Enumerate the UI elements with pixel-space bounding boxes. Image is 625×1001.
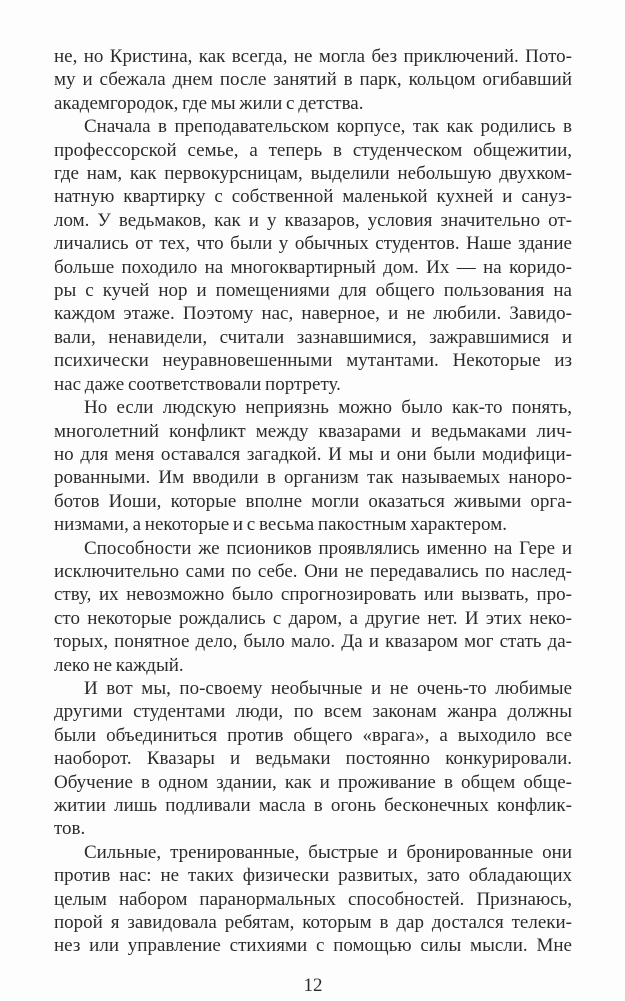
text-line: порой я завидовала ребятам, которым в дар достался телеки-: [54, 912, 572, 934]
text-line: не, но Кристина, как всегда, не могла без приключений. Пото-: [54, 46, 572, 67]
text-line: Но если людскую неприязнь можно было как-то понять,: [84, 397, 572, 419]
text-line: личались от тех, что были у обычных студентов. Наше здание: [54, 233, 572, 255]
text-line: му и сбежала днем после занятий в парк, кольцом огибавший: [54, 69, 572, 91]
text-line: Способности же псиоников проявлялись именно на Гере и: [84, 537, 572, 559]
text-line: другими студентами люди, по всем законам жанра должны: [54, 701, 572, 723]
text-line: профессорской семье, а теперь в студенческом общежитии,: [54, 139, 572, 161]
text-line: лом. У ведьмаков, как и у квазаров, условия значительно от-: [54, 209, 572, 231]
text-line: ботов Иоши, которые вполне могли оказаться живыми орга-: [54, 490, 572, 512]
text-line: нас даже соответствовали портрету.: [54, 373, 341, 395]
paragraph: [54, 841, 572, 958]
text-line: больше походило на многоквартирный дом. Их — на коридо-: [54, 256, 572, 278]
text-line: Обучение в одном здании, как и проживание в общем обще-: [54, 771, 572, 793]
text-line: многолетний конфликт между квазарами и ведьмаками лич-: [54, 420, 572, 442]
text-line: целым набором паранормальных способностей. Признаюсь,: [54, 888, 572, 910]
text-line: были объединиться против общего «врага», а выходило все: [54, 724, 572, 746]
text-line: сто некоторые рождались с даром, а другие нет. И этих неко-: [54, 607, 572, 629]
text-line: ству, их невозможно было спрогнозировать или вызвать, про-: [54, 584, 572, 606]
text-line: исключительно сами по себе. Они не передавались по наслед-: [54, 560, 572, 582]
text-line: И вот мы, по-своему необычные и не очень-то любимые: [84, 677, 572, 699]
text-line: житии лишь подливали масла в огонь бесконечных конфлик-: [54, 795, 572, 816]
text-line: каждом этаже. Поэтому нас, наверное, и не любили. Завидо-: [54, 303, 572, 325]
text-line: нез или управление стихиями с помощью силы мысли. Мне: [54, 935, 572, 957]
text-line: тов.: [54, 818, 86, 840]
paragraph: [54, 396, 572, 536]
text-line: вали, ненавидели, считали зазнавшимися, зажравшимися и: [54, 326, 572, 348]
text-line: психически неуравновешенными мутантами. Некоторые из: [54, 350, 572, 372]
text-line: торых, понятное дело, было мало. Да и квазаром мог стать да-: [54, 631, 572, 653]
text-line: леко не каждый.: [54, 654, 184, 676]
page-body: [54, 45, 572, 958]
text-line: наоборот. Квазары и ведьмаки постоянно конкурировали.: [54, 748, 572, 770]
text-line: академгородок, где мы жили с детства.: [54, 92, 364, 114]
text-line: рованными. Им вводили в организм так называемых наноро-: [54, 467, 572, 489]
text-line: ры с кучей нор и помещениями для общего пользования на: [54, 280, 572, 302]
text-line: против нас: не таких физически развитых, зато обладающих: [54, 865, 572, 887]
page-number: 12: [303, 974, 323, 996]
text-line: натную квартирку с собственной маленькой кухней и сануз-: [54, 186, 572, 208]
paragraph: [54, 115, 572, 396]
paragraph: [54, 677, 572, 841]
text-line: Сначала в преподавательском корпусе, так как родились в: [84, 116, 572, 138]
text-line: но для меня оставался загадкой. И мы и они были модифици-: [54, 443, 572, 465]
text-line: где нам, как первокурсницам, выделили небольшую двухком-: [54, 163, 572, 185]
paragraph: [54, 537, 572, 677]
text-line: низмами, а некоторые и с весьма пакостным характером.: [54, 514, 507, 536]
paragraph: [54, 45, 572, 115]
text-line: Сильные, тренированные, быстрые и бронированные они: [84, 841, 572, 863]
